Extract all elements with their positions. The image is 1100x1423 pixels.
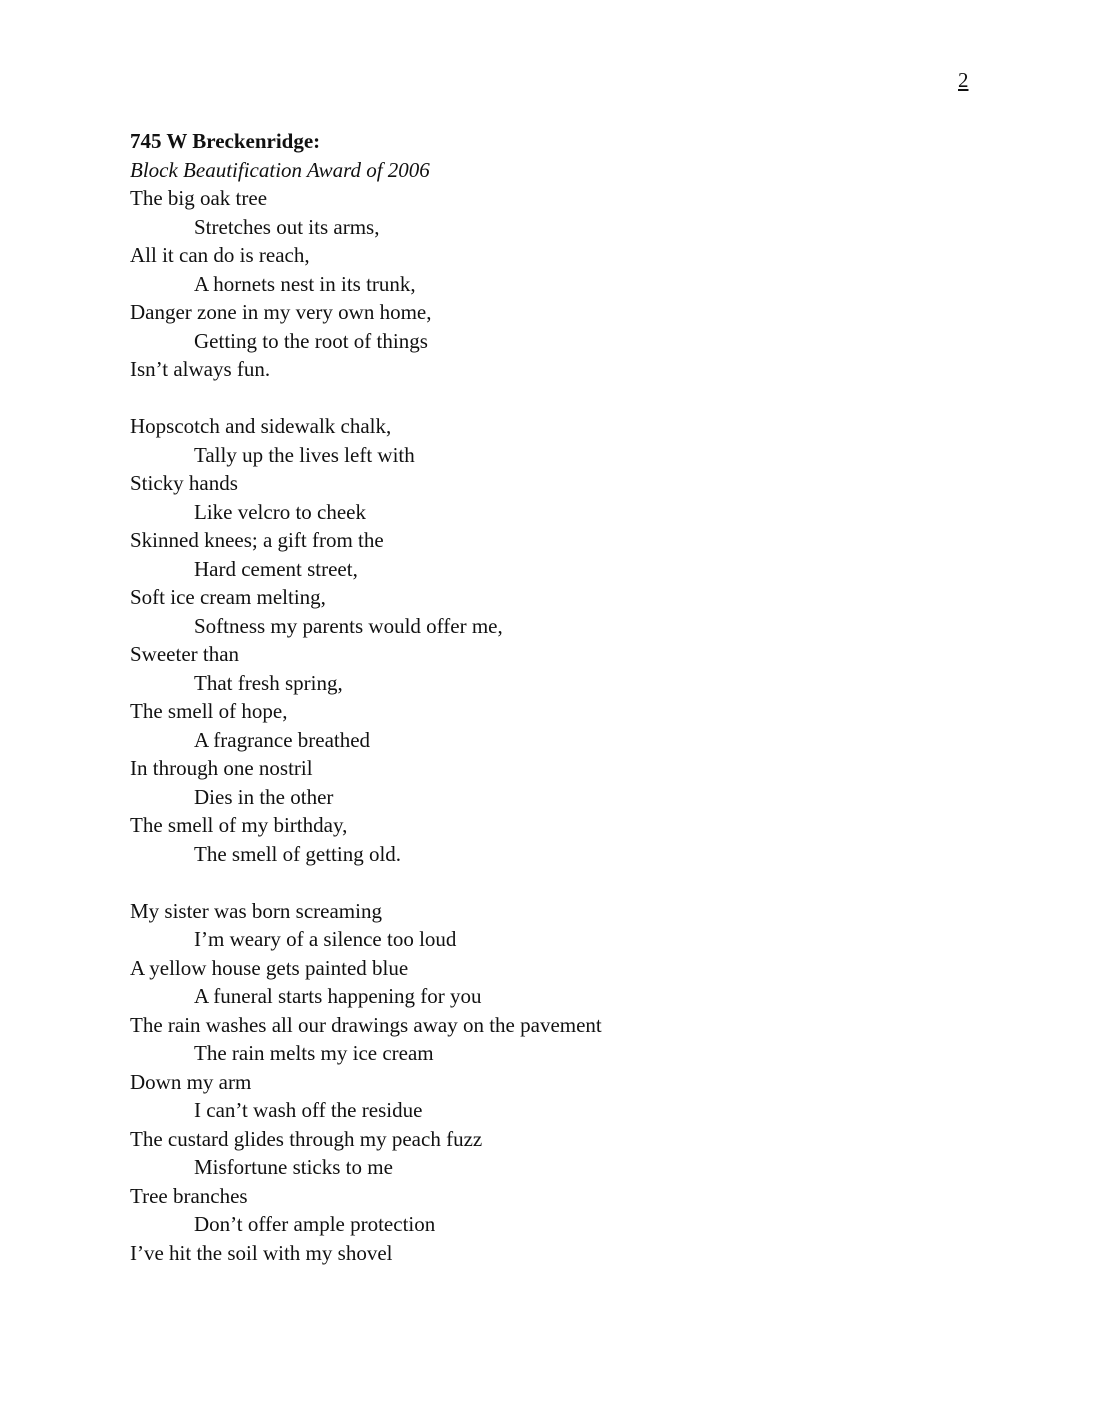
poem-line-indented: A hornets nest in its trunk, xyxy=(194,271,416,296)
poem-line-indented: Don’t offer ample protection xyxy=(194,1212,436,1236)
poem-line-indented: Tally up the lives left with xyxy=(194,442,415,467)
poem-line: Hopscotch and sidewalk chalk, xyxy=(130,414,392,438)
poem-line: Skinned knees; a gift from the xyxy=(130,528,384,552)
poem-line-indented: Misfortune sticks to me xyxy=(194,1155,393,1179)
poem-line-indented: The rain melts my ice cream xyxy=(194,1041,434,1065)
poem-line: Sweeter than xyxy=(130,642,240,666)
poem-line-indented: The smell of getting old. xyxy=(194,841,402,866)
poem-subtitle: Block Beautification Award of 2006 xyxy=(130,157,430,182)
poem-line: Down my arm xyxy=(130,1069,252,1094)
stanza xyxy=(130,412,1030,868)
stanza-break xyxy=(130,384,1030,413)
poem-line: A yellow house gets painted blue xyxy=(130,955,409,980)
page-number: 2 xyxy=(958,68,969,92)
poem-line-indented: Hard cement street, xyxy=(194,556,358,581)
poem-line: All it can do is reach, xyxy=(130,243,310,267)
poem-line: The rain washes all our drawings away on the pavement xyxy=(130,1012,602,1037)
poem-line-indented: Softness my parents would offer me, xyxy=(194,613,503,638)
poem-line: Danger zone in my very own home, xyxy=(130,300,432,324)
poem-line-indented: Dies in the other xyxy=(194,784,334,809)
stanza-break xyxy=(130,868,1030,897)
poem-line-indented: I can’t wash off the residue xyxy=(194,1098,423,1122)
poem-body xyxy=(130,127,1030,1267)
poem-line: Sticky hands xyxy=(130,471,238,495)
poem-line: Isn’t always fun. xyxy=(130,357,271,381)
poem-line-indented: A fragrance breathed xyxy=(194,727,371,752)
stanza xyxy=(130,897,1030,1268)
poem-line-indented: Getting to the root of things xyxy=(194,328,428,353)
poem-line: I’ve hit the soil with my shovel xyxy=(130,1240,393,1265)
stanza xyxy=(130,184,1030,384)
poem-line-indented: A funeral starts happening for you xyxy=(194,984,482,1008)
poem-line: Tree branches xyxy=(130,1183,248,1208)
poem-stanzas xyxy=(130,184,1030,1267)
poem-line-indented: That fresh spring, xyxy=(194,670,343,695)
poem-line-indented: Like velcro to cheek xyxy=(194,499,366,524)
poem-line: The smell of my birthday, xyxy=(130,813,348,837)
poem-line: My sister was born screaming xyxy=(130,898,382,923)
poem-line-indented: Stretches out its arms, xyxy=(194,214,380,239)
poem-line-indented: I’m weary of a silence too loud xyxy=(194,927,457,951)
poem-line: The smell of hope, xyxy=(130,699,288,723)
poem-line: Soft ice cream melting, xyxy=(130,585,326,609)
poem-title: 745 W Breckenridge: xyxy=(130,129,321,153)
poem-line: The custard glides through my peach fuzz xyxy=(130,1126,483,1151)
poem-line: The big oak tree xyxy=(130,186,268,210)
poem-line: In through one nostril xyxy=(130,756,313,780)
